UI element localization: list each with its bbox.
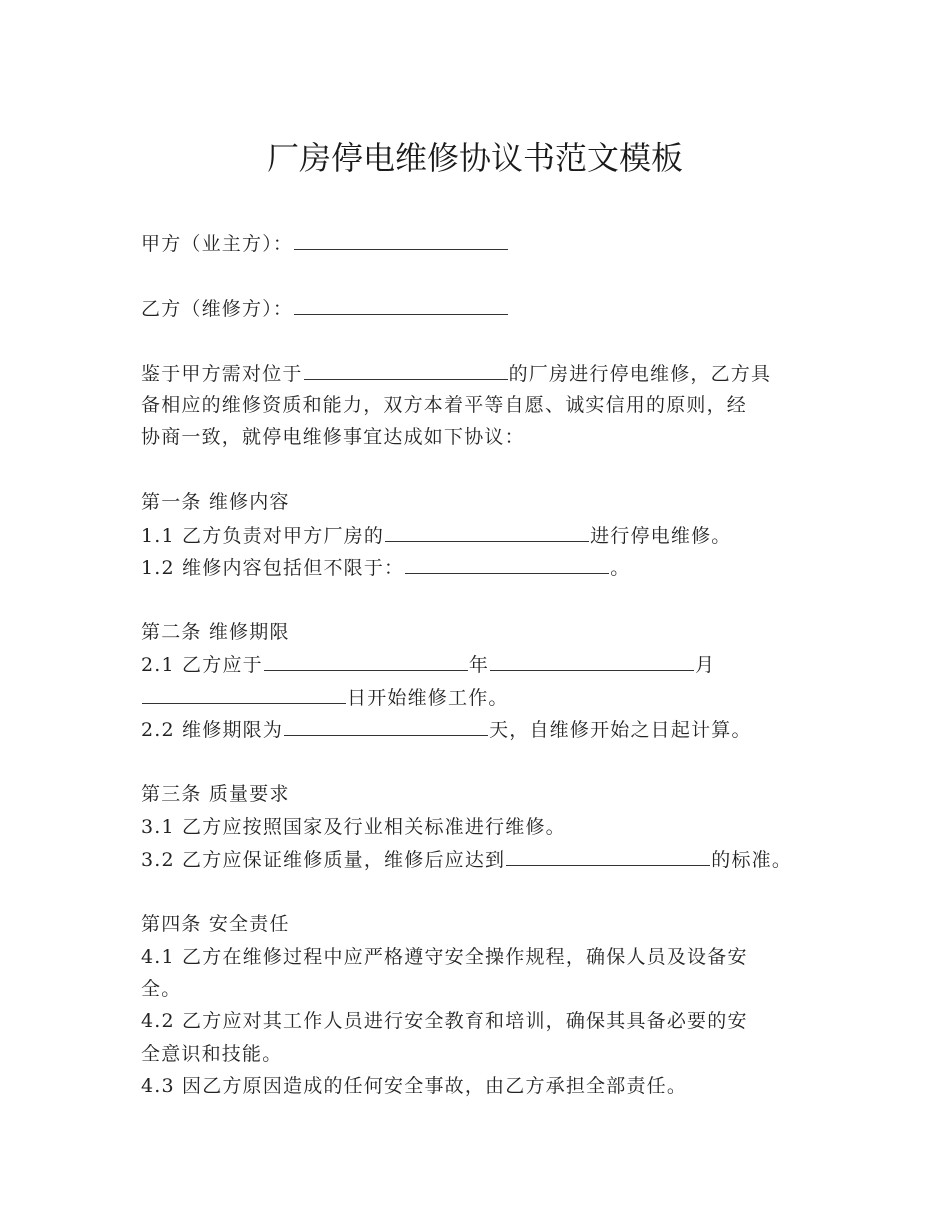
clause-1-2 (141, 551, 630, 584)
clause-text: 日开始维修工作。 (347, 687, 509, 709)
clause-text: 月 (695, 654, 716, 676)
location-blank[interactable] (304, 357, 508, 380)
clause-4-1-cont: 全。 (141, 978, 182, 1000)
party-a-line (141, 227, 509, 260)
duration-blank[interactable] (284, 713, 488, 736)
clause-text: 2.2 维修期限为 (141, 719, 284, 741)
clause-text: 天，自维修开始之日起计算。 (489, 719, 752, 741)
clause-3-2 (141, 843, 792, 876)
party-b-label: 乙方（维修方）： (141, 298, 294, 320)
party-b-line (141, 292, 509, 325)
clause-text: 进行停电维修。 (590, 525, 732, 547)
clause-2-1-cont (141, 681, 509, 714)
clause-4-2-cont: 全意识和技能。 (141, 1043, 283, 1065)
preamble-text: 鉴于甲方需对位于 (141, 363, 303, 385)
clause-2-2 (141, 713, 752, 746)
party-b-blank[interactable] (294, 292, 508, 315)
clause-text: 1.1 乙方负责对甲方厂房的 (141, 525, 385, 547)
maintenance-scope-blank[interactable] (405, 551, 609, 574)
article-3-heading: 第三条 质量要求 (141, 783, 290, 805)
clause-1-1 (141, 519, 731, 552)
clause-3-1: 3.1 乙方应按照国家及行业相关标准进行维修。 (141, 816, 566, 838)
clause-text: 2.1 乙方应于 (141, 654, 263, 676)
day-blank[interactable] (142, 681, 346, 704)
preamble-text: 的厂房进行停电维修，乙方具 (508, 363, 772, 385)
year-blank[interactable] (264, 648, 468, 671)
article-4-heading: 第四条 安全责任 (141, 913, 290, 935)
clause-text: 1.2 维修内容包括但不限于： (141, 557, 405, 579)
clause-text: 的标准。 (711, 849, 793, 871)
quality-standard-blank[interactable] (506, 843, 710, 866)
clause-4-3: 4.3 因乙方原因造成的任何安全事故，由乙方承担全部责任。 (141, 1075, 688, 1097)
clause-2-1 (141, 648, 715, 681)
party-a-blank[interactable] (294, 227, 508, 250)
preamble-line-2: 备相应的维修资质和能力，双方本着平等自愿、诚实信用的原则，经 (141, 394, 748, 416)
month-blank[interactable] (490, 648, 694, 671)
document-title: 厂房停电维修协议书范文模板 (266, 139, 683, 177)
article-1-heading: 第一条 维修内容 (141, 491, 290, 513)
article-2-heading: 第二条 维修期限 (141, 621, 290, 643)
preamble-line-3: 协商一致，就停电维修事宜达成如下协议： (141, 426, 525, 448)
party-a-label: 甲方（业主方）： (141, 233, 294, 255)
preamble-line-1 (141, 357, 771, 390)
clause-4-1: 4.1 乙方在维修过程中应严格遵守安全操作规程，确保人员及设备安 (141, 946, 748, 968)
maintenance-object-blank[interactable] (385, 519, 589, 542)
clause-4-2: 4.2 乙方应对其工作人员进行安全教育和培训，确保其具备必要的安 (141, 1010, 748, 1032)
clause-text: 3.2 乙方应保证维修质量，维修后应达到 (141, 849, 506, 871)
clause-text: 年 (468, 654, 490, 676)
clause-text: 。 (610, 557, 631, 579)
